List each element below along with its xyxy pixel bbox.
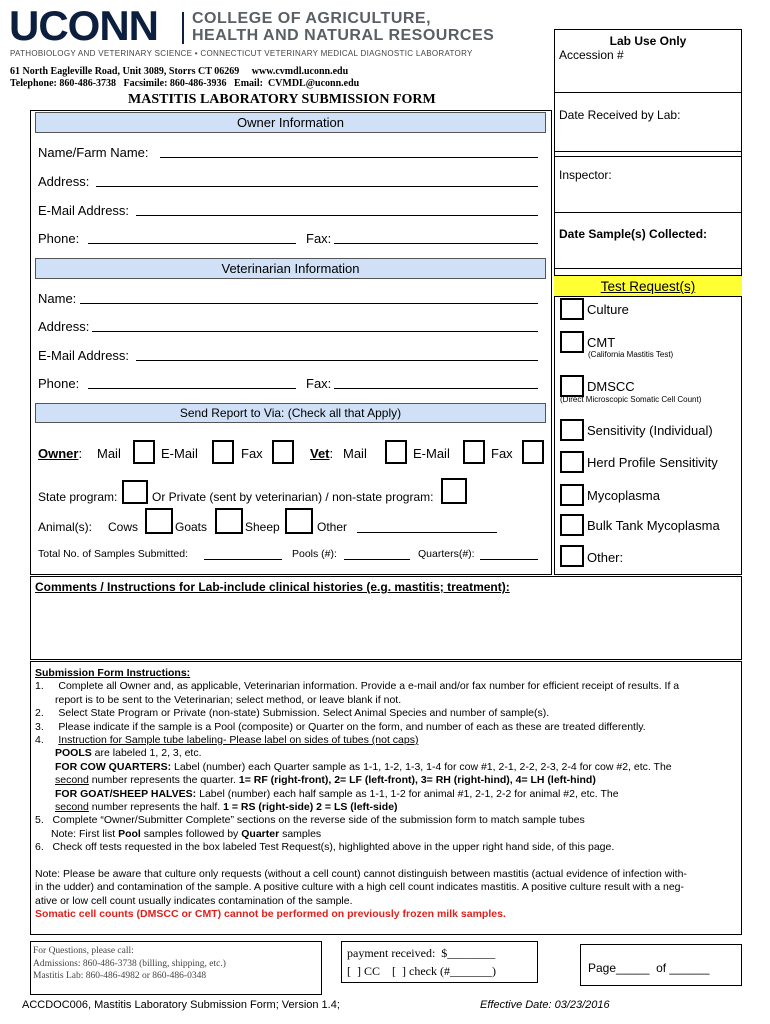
test-mycoplasma-label: Mycoplasma bbox=[587, 488, 660, 503]
test-bulk-tank-checkbox[interactable] bbox=[560, 514, 584, 536]
test-culture-checkbox[interactable] bbox=[560, 298, 584, 320]
owner-phone-label: Phone: bbox=[38, 231, 80, 246]
private-program-checkbox[interactable] bbox=[441, 478, 467, 504]
total-samples-label: Total No. of Samples Submitted: bbox=[38, 548, 188, 560]
quarters-field[interactable] bbox=[480, 559, 538, 560]
cow-quarters-text: Label (number) each Quarter sample as 1-1, 1-2, 1-3, 1-4 for cow #1, 2-1, 2-2, 2-3, 2-4 for cow #2, etc. The bbox=[171, 760, 672, 773]
instruction-2-number: 2. bbox=[35, 707, 44, 720]
test-cmt-label: CMT bbox=[587, 335, 616, 350]
send-vet-row bbox=[310, 446, 333, 461]
culture-note-line2: in the udder) and contamination of the sample. A positive culture with a high cell count indicates mastitis. A positive culture result with a neg- bbox=[35, 881, 685, 894]
instruction-4-number: 4. bbox=[35, 734, 44, 747]
test-dmscc-sublabel: (Direct Microscopic Somatic Cell Count) bbox=[560, 395, 702, 404]
vet-section-header bbox=[35, 258, 546, 279]
lab-divider-3 bbox=[554, 156, 742, 157]
date-collected-label: Date Sample(s) Collected: bbox=[559, 227, 708, 241]
vet-address-label: Address: bbox=[38, 319, 90, 334]
page-number[interactable]: Page_____ of ______ bbox=[588, 961, 710, 975]
instruction-5-number: 5. bbox=[35, 814, 44, 827]
vet-email-field[interactable] bbox=[136, 360, 538, 361]
college-name-line2: HEALTH AND NATURAL RESOURCES bbox=[192, 27, 495, 44]
animal-sheep-label: Sheep bbox=[245, 520, 280, 534]
cow-second-word: second bbox=[55, 774, 89, 787]
send-report-header bbox=[35, 403, 546, 423]
accession-label: Accession # bbox=[559, 48, 624, 62]
goat-second-text: number represents the half. bbox=[88, 801, 224, 814]
test-sensitivity-label: Sensitivity (Individual) bbox=[587, 423, 713, 438]
note-post: samples bbox=[279, 827, 322, 840]
instruction-1-number: 1. bbox=[35, 680, 44, 693]
vet-phone-label: Phone: bbox=[38, 376, 80, 391]
instructions-title: Submission Form Instructions: bbox=[35, 667, 191, 679]
test-requests-header bbox=[554, 275, 742, 297]
vet-fax-checkbox[interactable] bbox=[522, 440, 544, 464]
instruction-5-text: Complete “Owner/Submitter Complete” sections on the reverse side of the submission form to match sample tubes bbox=[52, 814, 585, 827]
send-report-title: Send Report to Via: (Check all that Apply) bbox=[179, 406, 402, 420]
test-herd-sensitivity-checkbox[interactable] bbox=[560, 451, 584, 473]
instruction-goat-sheep bbox=[35, 788, 687, 801]
goat-half-codes: 1 = RS (right-side) 2 = LS (left-side) bbox=[223, 801, 398, 814]
note-quarter: Quarter bbox=[241, 827, 280, 840]
note-pool: Pool bbox=[118, 827, 141, 840]
lab-divider-2 bbox=[554, 151, 742, 152]
department-line: PATHOBIOLOGY AND VETERINARY SCIENCE • CONNECTICUT VETERINARY MEDICAL DIAGNOSTIC LABORATORY bbox=[10, 49, 473, 58]
animal-cows-label: Cows bbox=[108, 520, 139, 534]
lab-divider-4 bbox=[554, 212, 742, 213]
instruction-4-text: Instruction for Sample tube labeling- Please label on sides of tubes (not caps) bbox=[58, 734, 419, 747]
vet-section-title: Veterinarian Information bbox=[221, 261, 360, 276]
animal-other-field[interactable] bbox=[357, 532, 497, 533]
owner-section-header bbox=[35, 112, 546, 133]
uconn-logo: UCONN bbox=[9, 2, 158, 49]
pools-label: Pools (#): bbox=[292, 548, 337, 560]
vet-fax-option-label: Fax bbox=[491, 446, 513, 461]
animals-label: Animal(s): bbox=[38, 520, 93, 534]
send-vet-colon: : bbox=[329, 446, 334, 461]
vet-email-option-label: E-Mail bbox=[413, 446, 450, 461]
send-owner-label: Owner bbox=[38, 446, 79, 461]
instruction-5 bbox=[35, 814, 687, 827]
inspector-label: Inspector: bbox=[559, 168, 612, 182]
state-program-label: State program: bbox=[38, 490, 118, 504]
instruction-goat-sheep-cont bbox=[35, 801, 687, 814]
animal-sheep-checkbox[interactable] bbox=[285, 508, 313, 534]
instruction-3-number: 3. bbox=[35, 720, 44, 733]
instructions-block bbox=[35, 667, 687, 921]
goat-sheep-keyword: FOR GOAT/SHEEP HALVES: bbox=[55, 787, 197, 800]
mastitis-lab-phone: Mastitis Lab: 860-486-4982 or 860-486-0348 bbox=[33, 971, 207, 981]
instruction-1 bbox=[35, 680, 687, 693]
cow-second-text: number represents the quarter. bbox=[88, 774, 239, 787]
owner-fax-checkbox[interactable] bbox=[272, 440, 294, 464]
instruction-pools bbox=[35, 747, 687, 760]
owner-section-title: Owner Information bbox=[237, 115, 344, 130]
test-herd-sensitivity-label: Herd Profile Sensitivity bbox=[587, 455, 718, 470]
owner-email-field[interactable] bbox=[136, 215, 538, 216]
culture-note-line1: Note: Please be aware that culture only requests (without a cell count) cannot distinguish between mastitis (actual evidence of infection with- bbox=[35, 867, 687, 880]
submission-info-box bbox=[30, 110, 552, 575]
comments-title: Comments / Instructions for Lab-include clinical histories (e.g. mastitis; treatment): bbox=[35, 580, 510, 594]
test-sensitivity-checkbox[interactable] bbox=[560, 419, 584, 441]
lab-contact: Telephone: 860-486-3738 Facsimile: 860-486-3936 Email: CVMDL@uconn.edu bbox=[10, 78, 360, 89]
note-mid: samples followed by bbox=[140, 827, 242, 840]
document-id: ACCDOC006, Mastitis Laboratory Submission Form; Version 1.4; bbox=[22, 999, 340, 1011]
owner-name-label: Name/Farm Name: bbox=[38, 145, 149, 160]
instruction-1-cont: report is to be sent to the Veterinarian; select method, or leave blank if not. bbox=[55, 693, 402, 706]
college-name-line1: COLLEGE OF AGRICULTURE, bbox=[192, 10, 432, 27]
logo-divider bbox=[182, 12, 184, 44]
total-samples-field[interactable] bbox=[204, 559, 282, 560]
instruction-2 bbox=[35, 707, 687, 720]
quarters-label: Quarters(#): bbox=[418, 548, 475, 560]
instruction-3 bbox=[35, 721, 687, 734]
test-dmscc-checkbox[interactable] bbox=[560, 375, 584, 397]
vet-fax-field[interactable] bbox=[334, 388, 538, 389]
lab-divider-5 bbox=[554, 268, 742, 269]
lab-use-title: Lab Use Only bbox=[609, 34, 687, 48]
pools-keyword: POOLS bbox=[55, 747, 92, 760]
pools-field[interactable] bbox=[344, 559, 410, 560]
owner-email-label: E-Mail Address: bbox=[38, 203, 130, 218]
owner-phone-field[interactable] bbox=[88, 243, 296, 244]
lab-divider-1 bbox=[554, 92, 742, 93]
owner-address-field[interactable] bbox=[96, 186, 538, 187]
send-owner-colon: : bbox=[78, 446, 83, 461]
state-program-checkbox[interactable] bbox=[122, 480, 148, 504]
admissions-phone: Admissions: 860-486-3738 (billing, shipping, etc.) bbox=[33, 959, 226, 969]
vet-email-checkbox[interactable] bbox=[463, 440, 485, 464]
cow-quarters-keyword: FOR COW QUARTERS: bbox=[55, 760, 172, 773]
send-vet-label: Vet bbox=[310, 446, 330, 461]
date-received-label: Date Received by Lab: bbox=[559, 108, 681, 122]
goat-second-word: second bbox=[55, 801, 89, 814]
instruction-6-number: 6. bbox=[35, 841, 44, 854]
instruction-6 bbox=[35, 841, 687, 854]
owner-fax-field[interactable] bbox=[334, 243, 538, 244]
vet-email-label: E-Mail Address: bbox=[38, 348, 130, 363]
test-bulk-tank-label: Bulk Tank Mycoplasma bbox=[587, 518, 720, 533]
instruction-4 bbox=[35, 734, 687, 747]
test-dmscc-label: DMSCC bbox=[587, 379, 635, 394]
animal-cows-checkbox[interactable] bbox=[145, 508, 173, 534]
instruction-3-text: Please indicate if the sample is a Pool (composite) or Quarter on the form, and number of each as these are treated differently. bbox=[58, 720, 646, 733]
owner-name-field[interactable] bbox=[160, 157, 538, 158]
frozen-sample-warning: Somatic cell counts (DMSCC or CMT) cannot be performed on previously frozen milk samples. bbox=[35, 907, 506, 920]
vet-mail-label: Mail bbox=[343, 446, 367, 461]
owner-email-checkbox[interactable] bbox=[212, 440, 234, 464]
culture-note-line3: ative or low cell count usually indicates contamination of the sample. bbox=[35, 894, 353, 907]
note-pre: Note: First list bbox=[51, 827, 119, 840]
vet-name-label: Name: bbox=[38, 291, 77, 306]
pools-text: are labeled 1, 2, 3, etc. bbox=[91, 747, 202, 760]
owner-mail-checkbox[interactable] bbox=[133, 440, 155, 464]
owner-mail-label: Mail bbox=[97, 446, 121, 461]
questions-label: For Questions, please call: bbox=[33, 946, 134, 956]
animal-goats-checkbox[interactable] bbox=[215, 508, 243, 534]
vet-address-field[interactable] bbox=[92, 331, 538, 332]
payment-received[interactable]: payment received: $________ bbox=[347, 946, 496, 960]
owner-email-option-label: E-Mail bbox=[161, 446, 198, 461]
form-title: MASTITIS LABORATORY SUBMISSION FORM bbox=[128, 92, 436, 107]
private-program-label: Or Private (sent by veterinarian) / non-state program: bbox=[152, 490, 434, 504]
owner-address-label: Address: bbox=[38, 174, 90, 189]
effective-date: Effective Date: 03/23/2016 bbox=[480, 999, 610, 1011]
goat-sheep-text: Label (number) each half sample as 1-1, 1-2 for animal #1, 2-1, 2-2 for animal #2, etc. The bbox=[196, 787, 619, 800]
vet-fax-label: Fax: bbox=[306, 376, 332, 391]
instruction-cow-quarters bbox=[35, 761, 687, 774]
vet-mail-checkbox[interactable] bbox=[385, 440, 407, 464]
vet-name-field[interactable] bbox=[80, 303, 538, 304]
test-other-label: Other: bbox=[587, 550, 624, 565]
test-cmt-checkbox[interactable] bbox=[560, 331, 584, 353]
animal-other-label: Other bbox=[317, 520, 348, 534]
instruction-1-text: Complete all Owner and, as applicable, Veterinarian information. Provide a e-mail and/or fax number for efficient receipt of results. If a bbox=[58, 680, 680, 693]
send-owner-row bbox=[38, 446, 82, 461]
payment-method[interactable]: [ ] CC [ ] check (#_______) bbox=[347, 964, 496, 978]
lab-address: 61 North Eagleville Road, Unit 3089, Storrs CT 06269 www.cvmdl.uconn.edu bbox=[10, 66, 349, 77]
vet-phone-field[interactable] bbox=[88, 388, 296, 389]
cow-quarter-codes: 1= RF (right-front), 2= LF (left-front), 3= RH (right-hind), 4= LH (left-hind) bbox=[238, 774, 596, 787]
owner-fax-option-label: Fax bbox=[241, 446, 263, 461]
owner-fax-label: Fax: bbox=[306, 231, 332, 246]
instruction-6-text: Check off tests requested in the box labeled Test Request(s), highlighted above in the upper right hand side, of this page. bbox=[52, 841, 615, 854]
test-mycoplasma-checkbox[interactable] bbox=[560, 484, 584, 506]
test-cmt-sublabel: (California Mastitis Test) bbox=[588, 350, 674, 359]
instruction-2-text: Select State Program or Private (non-state) Submission. Select Animal Species and number of sample(s). bbox=[58, 707, 550, 720]
instruction-cow-quarters-cont bbox=[35, 774, 687, 787]
test-culture-label: Culture bbox=[587, 302, 629, 317]
test-requests-title: Test Request(s) bbox=[600, 279, 696, 294]
animal-goats-label: Goats bbox=[175, 520, 208, 534]
instruction-5-note bbox=[35, 828, 687, 841]
test-other-checkbox[interactable] bbox=[560, 545, 584, 567]
